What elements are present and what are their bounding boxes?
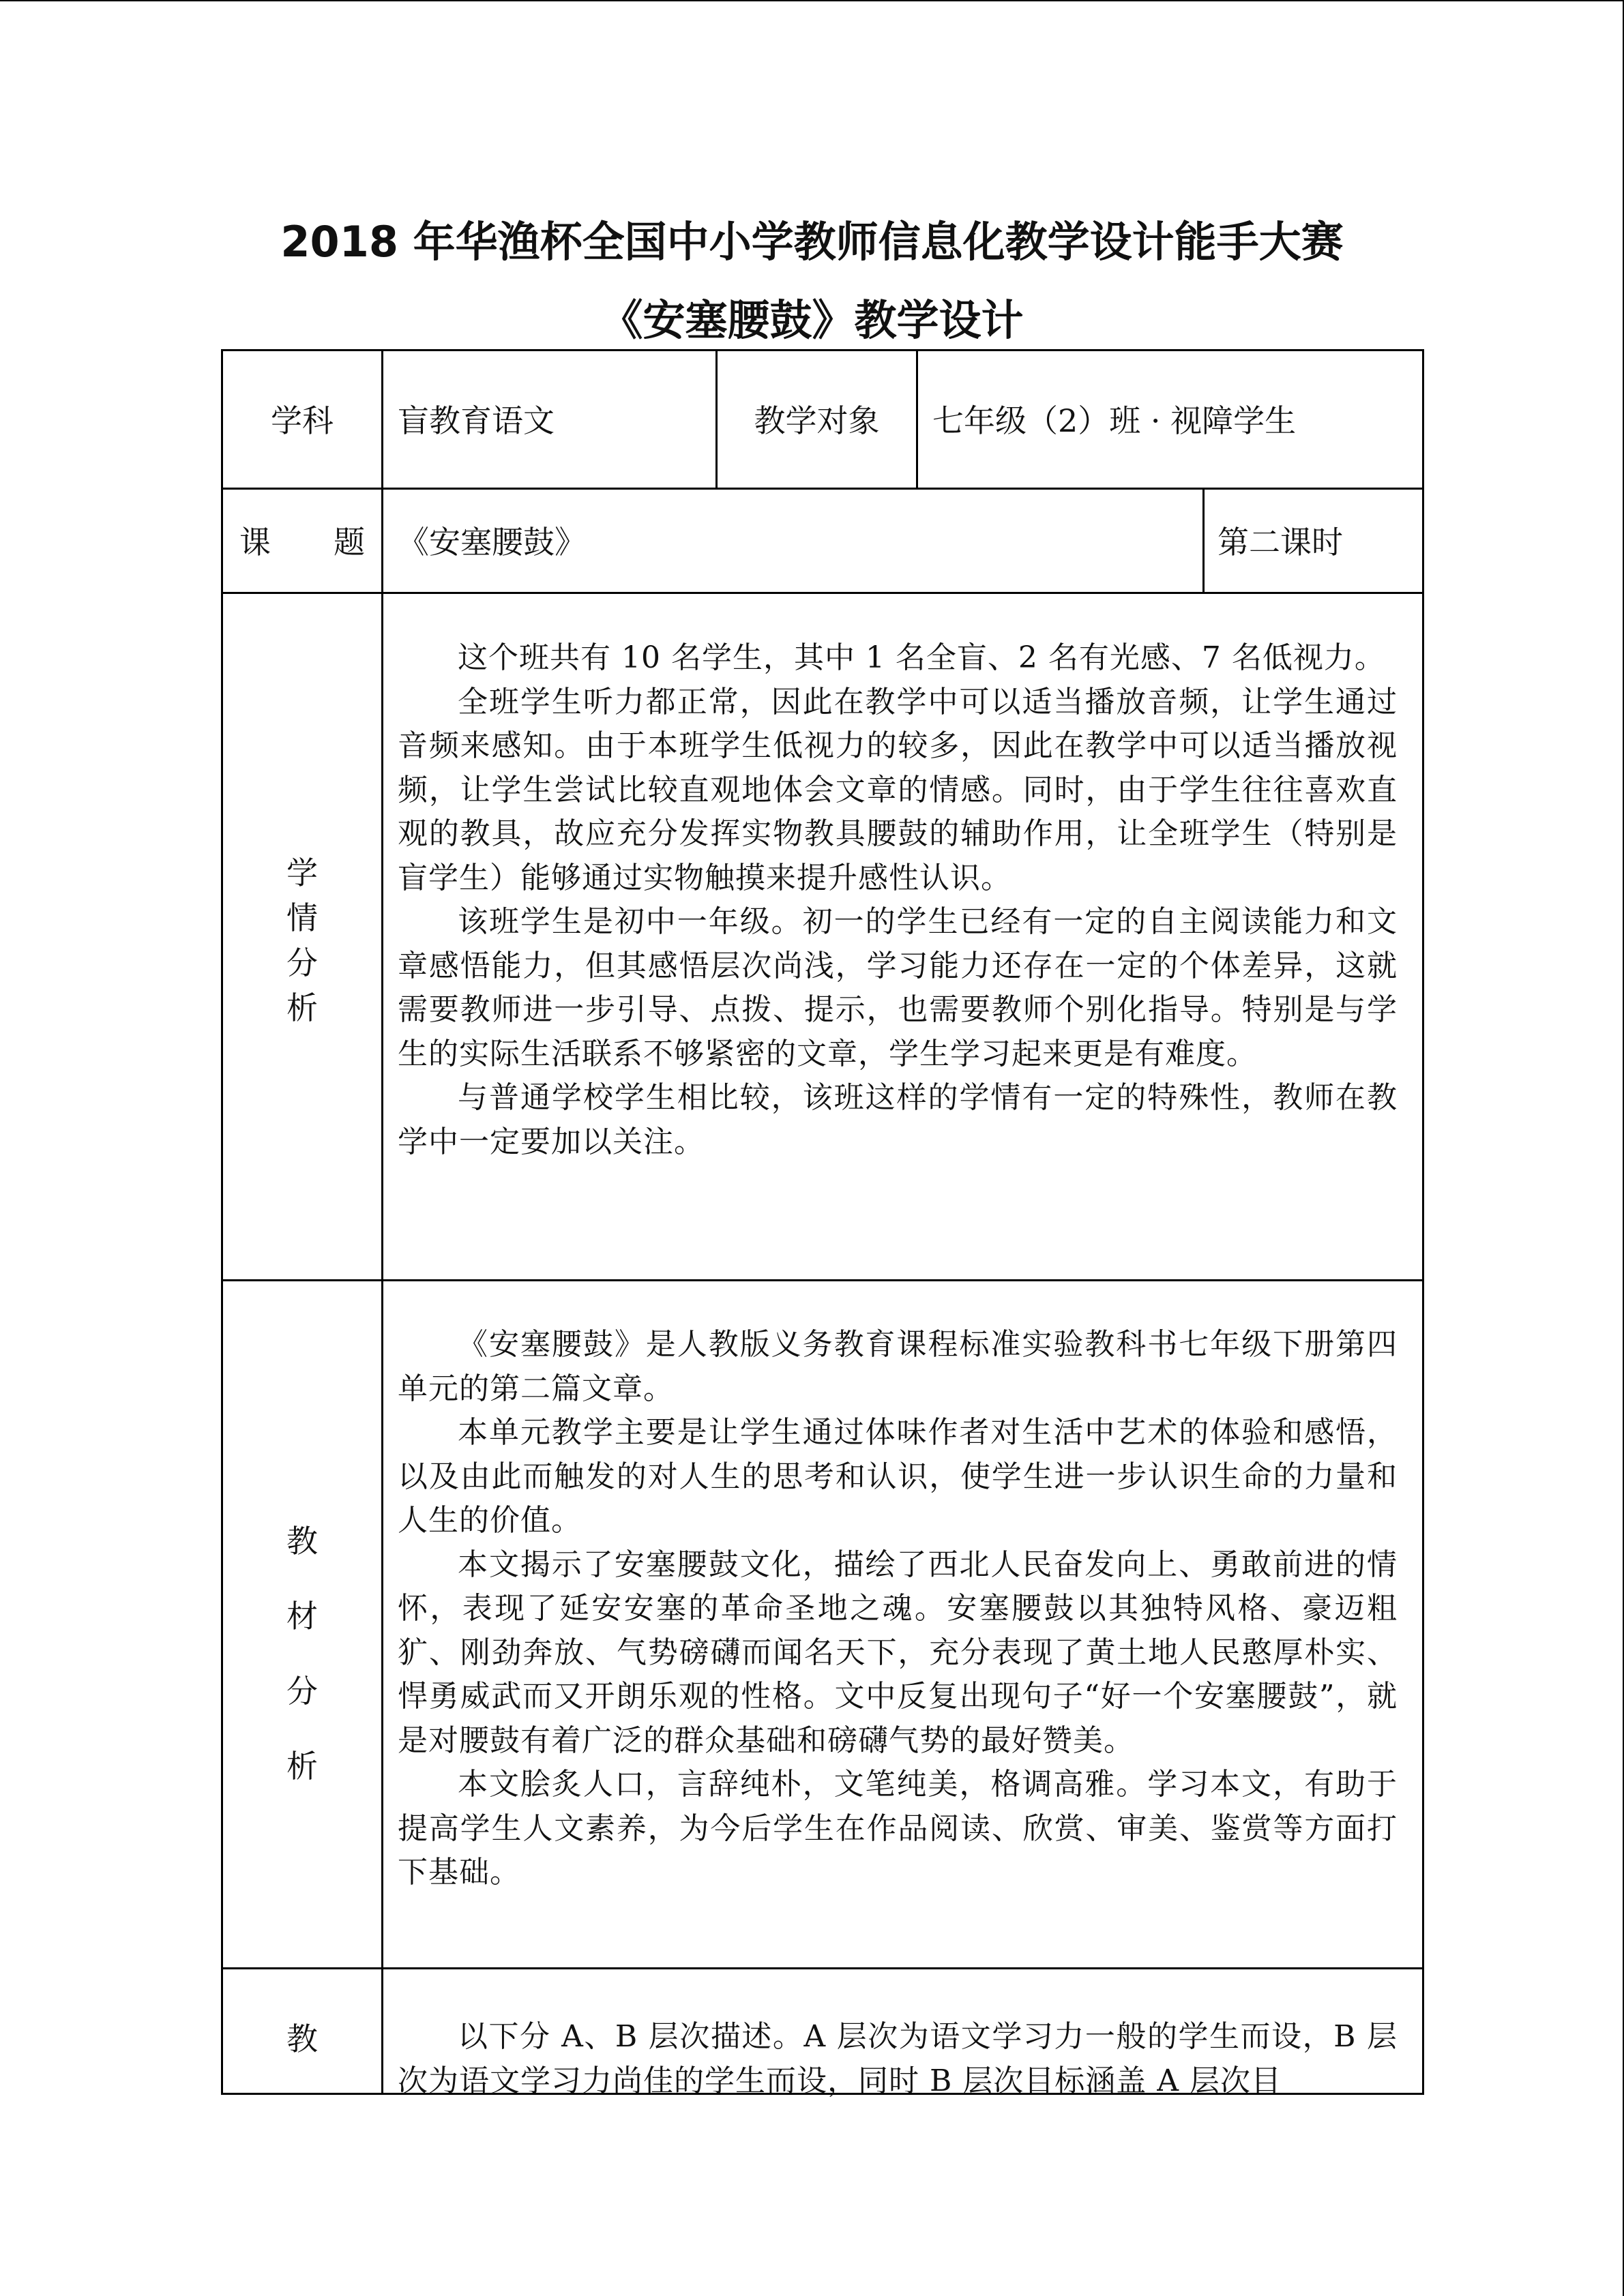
material-analysis-label: 教 材 分 析 — [286, 1523, 318, 1785]
column-divider — [1202, 488, 1205, 592]
subject-value: 盲教育语文 — [398, 402, 555, 439]
subject-label: 学科 — [271, 402, 334, 439]
goals-label: 教 — [286, 2021, 318, 2057]
target-label: 教学对象 — [754, 402, 880, 439]
column-divider — [916, 351, 918, 488]
period-value: 第二课时 — [1217, 524, 1343, 561]
row-divider — [223, 592, 1422, 594]
document-subtitle: 《安塞腰鼓》教学设计 — [600, 295, 1024, 345]
lesson-plan-table — [221, 349, 1424, 2098]
topic-value: 《安塞腰鼓》 — [398, 524, 586, 561]
target-value: 七年级（2）班 · 视障学生 — [932, 402, 1297, 439]
row-divider — [223, 1279, 1422, 1281]
topic-label: 课 题 — [239, 524, 365, 561]
student-analysis-label: 学 情 分 析 — [286, 854, 318, 1026]
goals-text: 以下分 A、B 层次描述。A 层次为语文学习力一般的学生而设，B 层次为语文学习力尚佳的学生而设，同时 B 层次目标涵盖 A 层次目 — [398, 2019, 1398, 2098]
material-analysis-text: 《安塞腰鼓》是人教版义务教育课程标准实验教科书七年级下册第四单元的第二篇文章。 本单元教学主要是让学生通过体味作者对生活中艺术的体验和感悟，以及由此而触发的对人生的思考和认识，使学生进一步认识生命的力量和人生的价值。 本文揭示了安塞腰鼓文化，描绘了西北人民奋发向上、勇敢前进的情怀，表现了延安安塞的革命圣地之魂。安塞腰鼓以其独特风格、豪迈粗犷、刚劲奔放、气势磅礴而闻名天下，充分表现了黄土地人民憨厚朴实、悍勇威武而又开朗乐观的性格。文中反复出现句子“好一个安塞腰鼓”，就是对腰鼓有着广泛的群众基础和磅礴气势的最好赞美。 本文脍炙人口，言辞纯朴，文笔纯美，格调高雅。学习本文，有助于提高学生人文素养，为今后学生在作品阅读、欣赏、审美、鉴赏等方面打下基础。 — [398, 1327, 1398, 1890]
student-analysis-text: 这个班共有 10 名学生，其中 1 名全盲、2 名有光感、7 名低视力。 全班学生听力都正常，因此在教学中可以适当播放音频，让学生通过音频来感知。由于本班学生低视力的较多，因此在教学中可以适当播放视频，让学生尝试比较直观地体会文章的情感。同时，由于学生往往喜欢直观的教具，故应充分发挥实物教具腰鼓的辅助作用，让全班学生（特别是盲学生）能够通过实物触摸来提升感性认识。 该班学生是初中一年级。初一的学生已经有一定的自主阅读能力和文章感悟能力，但其感悟层次尚浅，学习能力还存在一定的个体差异，这就需要教师进一步引导、点拨、提示，也需要教师个别化指导。特别是与学生的实际生活联系不够紧密的文章，学生学习起来更是有难度。 与普通学校学生相比较，该班这样的学情有一定的特殊性，教师在教学中一定要加以关注。 — [398, 640, 1398, 1159]
label-column-divider — [381, 351, 383, 2093]
document-title: 2018 年华渔杯全国中小学教师信息化教学设计能手大赛 — [280, 217, 1344, 267]
row-divider — [223, 1967, 1422, 1969]
row-divider — [223, 488, 1422, 490]
